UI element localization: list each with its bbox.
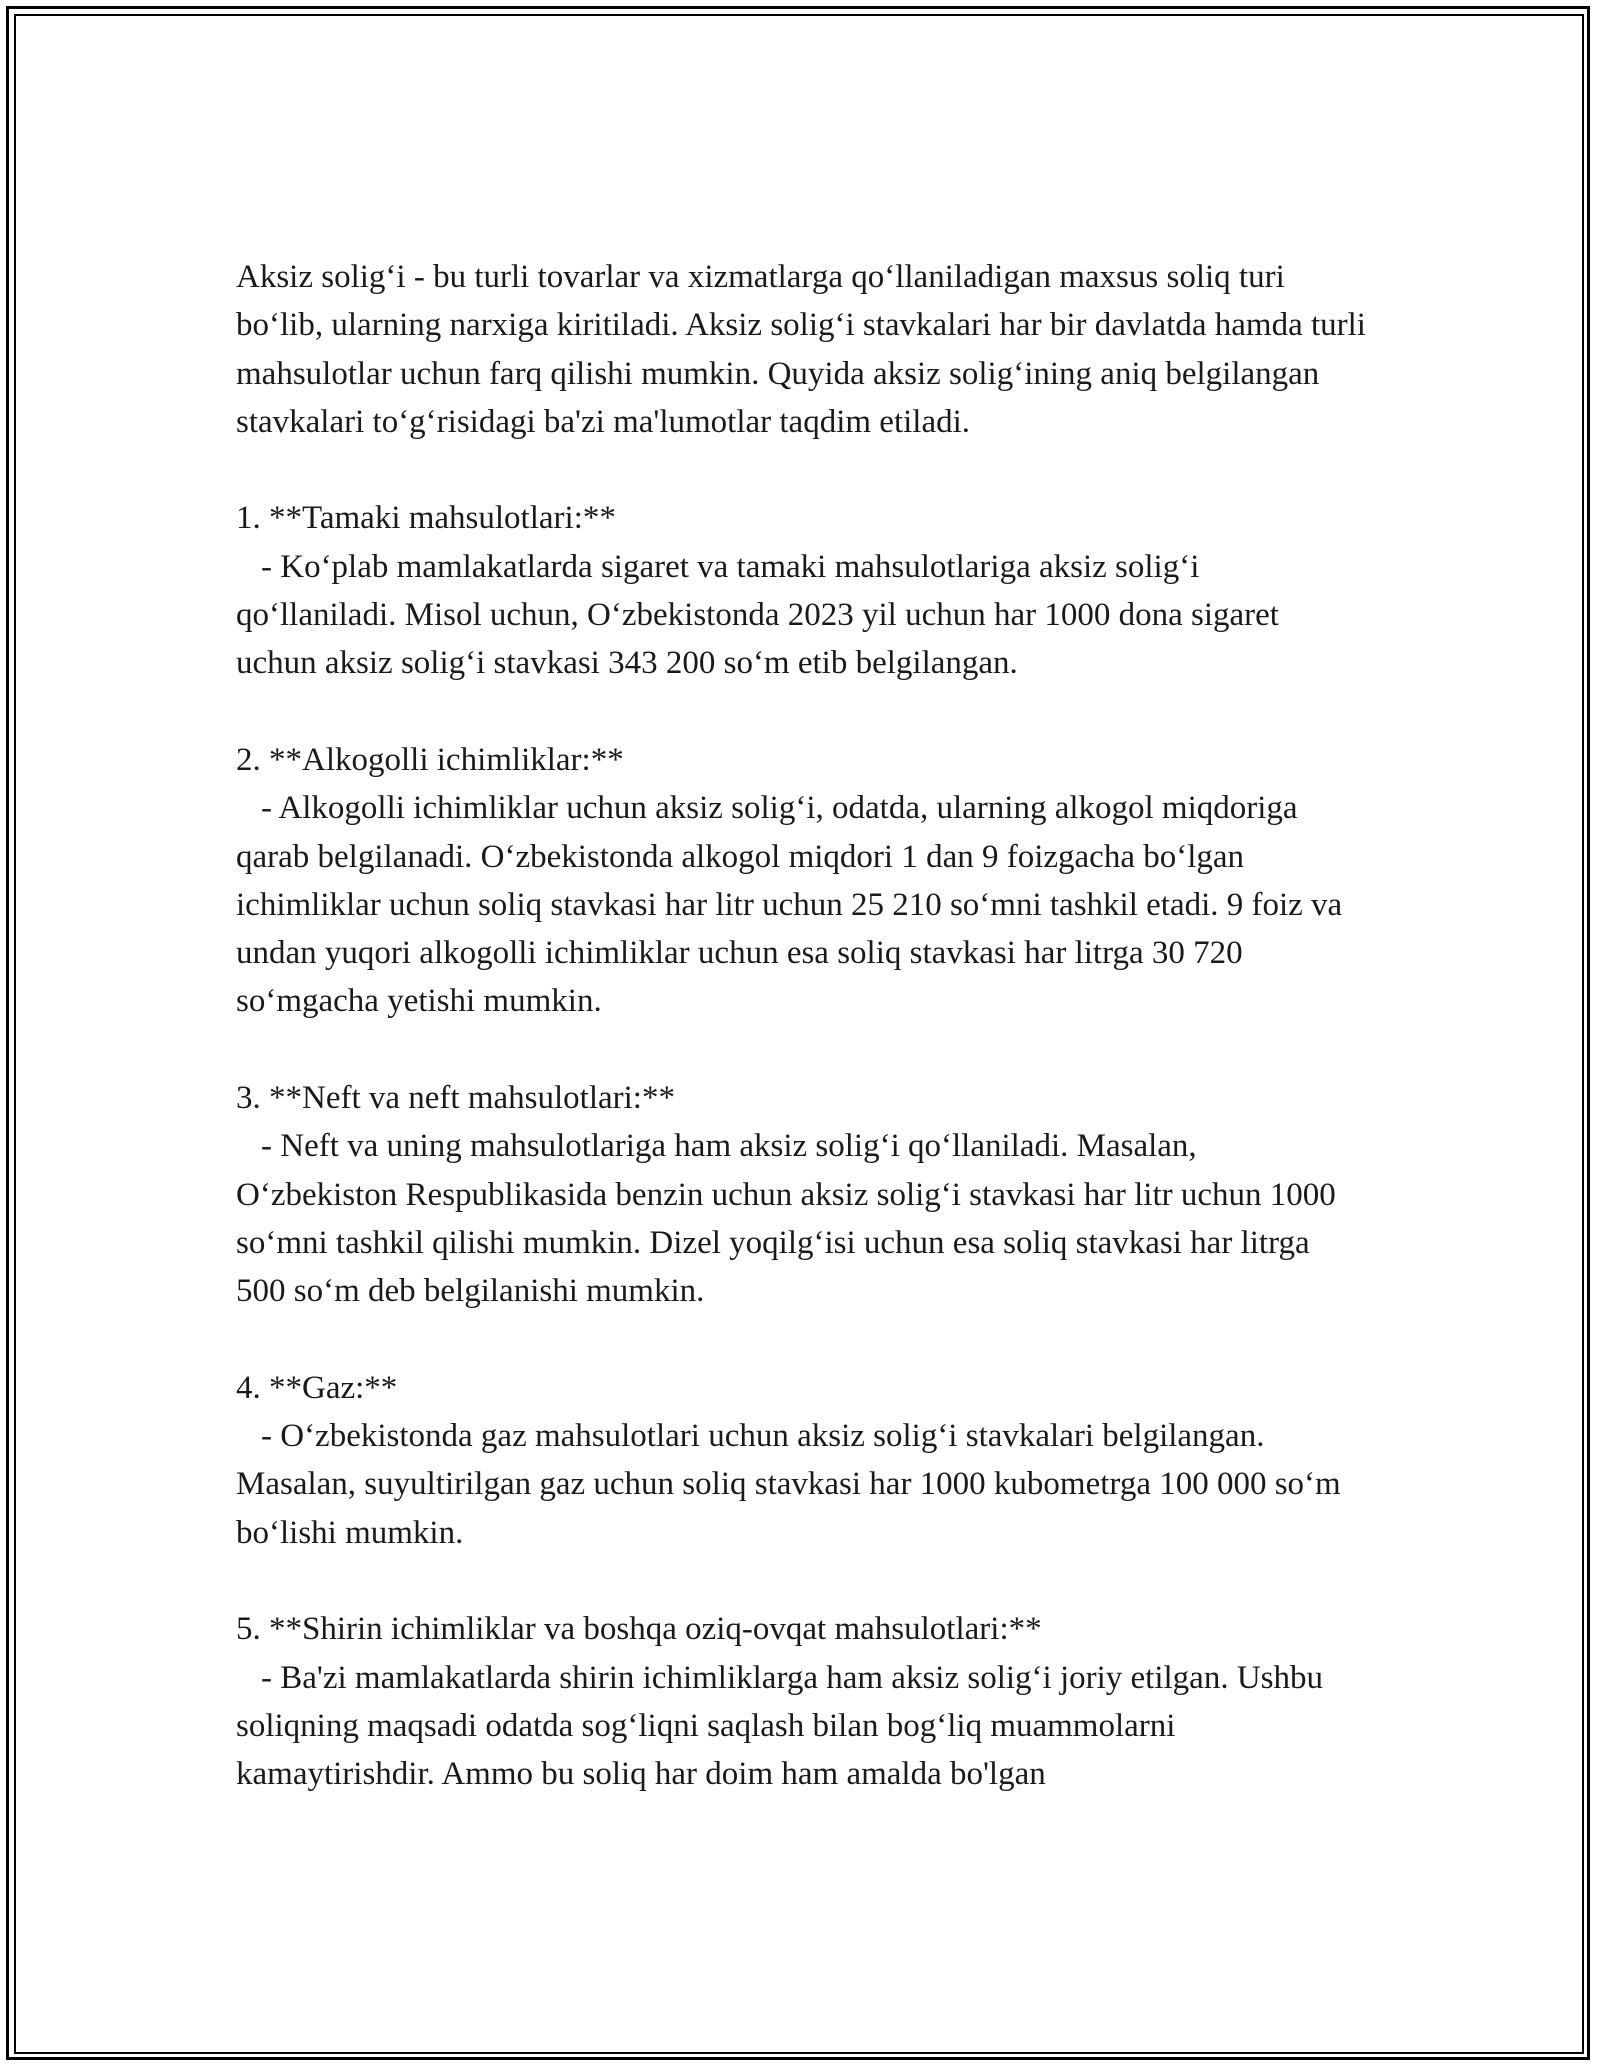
- section-heading: 5. **Shirin ichimliklar va boshqa oziq-ovqat mahsulotlari:**: [236, 1611, 1042, 1648]
- paragraph-gap: [236, 688, 1366, 736]
- document-body: [236, 253, 1375, 1799]
- paragraph-gap: [236, 446, 1366, 494]
- section-oil: [236, 1074, 1366, 1315]
- intro-paragraph: Aksiz solig‘i - bu turli tovarlar va xizmatlarga qo‘llaniladigan maxsus soliq turi bo‘lib, ularning narxiga kiritiladi. Aksiz solig‘i stavkalari har bir davlatda hamda turli mahsulotlar uchun farq qilishi mumkin. Quyida aksiz solig‘ining aniq belgilangan stavkalari to‘g‘risidagi ba'zi ma'lumotlar taqdim etiladi.: [236, 259, 1375, 440]
- section-heading: 3. **Neft va neft mahsulotlari:**: [236, 1080, 675, 1117]
- paragraph-gap: [236, 1026, 1366, 1074]
- section-gas: [236, 1364, 1366, 1557]
- section-body: - Neft va uning mahsulotlariga ham aksiz solig‘i qo‘llaniladi. Masalan, O‘zbekiston Respublikasida benzin uchun aksiz solig‘i stavkasi har litr uchun 1000 so‘mni tashkil qilishi mumkin. Dizel yoqilg‘isi uchun esa soliq stavkasi har litrga 500 so‘m deb belgilanishi mumkin.: [236, 1128, 1345, 1310]
- section-body: - Ba'zi mamlakatlarda shirin ichimliklarga ham aksiz solig‘i joriy etilgan. Ushbu soliqning maqsadi odatda sog‘liqni saqlash bilan bog‘liq muammolarni kamaytirishdir. Ammo bu soliq har doim ham amalda bo'lgan: [236, 1659, 1332, 1793]
- section-alcohol: [236, 736, 1366, 1026]
- section-body: - O‘zbekistonda gaz mahsulotlari uchun aksiz solig‘i stavkalari belgilangan. Masalan, suyultirilgan gaz uchun soliq stavkasi har 1000 kubometrga 100 000 so‘m bo‘lishi mumkin.: [236, 1418, 1349, 1551]
- section-body: - Ko‘plab mamlakatlarda sigaret va tamaki mahsulotlariga aksiz solig‘i qo‘llaniladi. Misol uchun, O‘zbekistonda 2023 yil uchun har 1000 dona sigaret uchun aksiz solig‘i stavkasi 343 200 so‘m etib belgilangan.: [236, 548, 1288, 682]
- section-sweet-drinks: [236, 1605, 1366, 1798]
- section-tobacco: [236, 494, 1366, 687]
- section-heading: 1. **Tamaki mahsulotlari:**: [236, 500, 616, 537]
- paragraph-gap: [236, 1316, 1366, 1364]
- section-heading: 2. **Alkogolli ichimliklar:**: [236, 741, 624, 778]
- paragraph-gap: [236, 1557, 1366, 1605]
- section-body: - Alkogolli ichimliklar uchun aksiz solig‘i, odatda, ularning alkogol miqdoriga qarab belgilanadi. O‘zbekistonda alkogol miqdori 1 dan 9 foizgacha bo‘lgan ichimliklar uchun soliq stavkasi har litr uchun 25 210 so‘mni tashkil etadi. 9 foiz va undan yuqori alkogolli ichimliklar uchun esa soliq stavkasi har litrga 30 720 so‘mgacha yetishi mumkin.: [236, 790, 1351, 1020]
- section-heading: 4. **Gaz:**: [236, 1369, 398, 1406]
